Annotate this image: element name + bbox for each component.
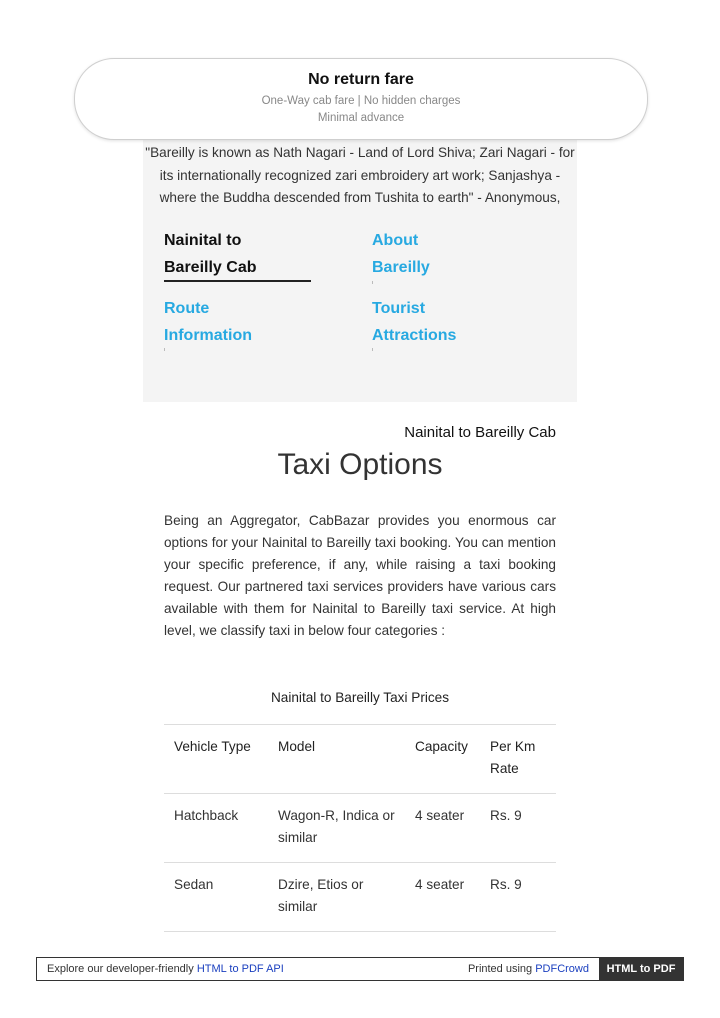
table-cell: Rs. 9 xyxy=(480,863,556,932)
column-header: Model xyxy=(268,725,405,794)
footer-printed-text: Printed using xyxy=(467,963,536,975)
nav-tab-label-line2: Bareilly Cab xyxy=(164,259,257,276)
pdfcrowd-link[interactable]: PDFCrowd xyxy=(535,963,589,975)
banner-title: No return fare xyxy=(308,71,414,88)
tab-tick-mark xyxy=(372,281,373,284)
column-header: Capacity xyxy=(405,725,480,794)
table-header-row xyxy=(164,725,556,794)
table-row xyxy=(164,794,556,863)
bareilly-quote: "Bareilly is known as Nath Nagari - Land of Lord Shiva; Zari Nagari - for its internationally recognized zari embroidery art work; Sanjashya - where the Buddha descended from Tushita to earth" - Anonymous, xyxy=(145,145,575,205)
table-cell: 4 seater xyxy=(405,794,480,863)
table-cell: Rs. 9 xyxy=(480,794,556,863)
section-breadcrumb: Nainital to Bareilly Cab xyxy=(404,424,556,441)
html-to-pdf-button[interactable]: HTML to PDF xyxy=(599,958,683,980)
active-tab-underline xyxy=(164,280,311,282)
column-header: Vehicle Type xyxy=(164,725,268,794)
table-cell: Hatchback xyxy=(164,794,268,863)
nav-tab-label-line2: Information xyxy=(164,327,252,344)
nav-tab-about-bareilly[interactable] xyxy=(372,227,430,281)
footer-explore xyxy=(47,963,284,975)
tab-tick-mark xyxy=(372,348,373,351)
nav-tab-label-line1: Nainital to xyxy=(164,232,242,249)
nav-tab-label-line1: About xyxy=(372,232,419,249)
banner-line-2: Minimal advance xyxy=(317,112,405,124)
no-return-fare-banner xyxy=(74,58,648,140)
tab-tick-mark xyxy=(164,348,165,351)
nav-tab-label-line1: Route xyxy=(164,300,210,317)
table-cell: 4 seater xyxy=(405,863,480,932)
page-heading: Taxi Options xyxy=(277,448,443,481)
taxi-prices-table xyxy=(164,724,556,932)
table-cell: Dzire, Etios or similar xyxy=(268,863,405,932)
nav-tab-nainital-to-bareilly-cab[interactable] xyxy=(164,227,256,281)
prices-table-caption: Nainital to Bareilly Taxi Prices xyxy=(270,690,450,705)
table-cell: Sedan xyxy=(164,863,268,932)
pdfcrowd-footer xyxy=(36,957,684,981)
column-header: Per Km Rate xyxy=(480,725,556,794)
nav-tab-label-line2: Attractions xyxy=(372,327,457,344)
taxi-options-paragraph: Being an Aggregator, CabBazar provides you enormous car options for your Nainital to Bareilly taxi booking. You can mention your specific preference, if any, while raising a taxi booking request. Our partnered taxi services providers have various cars available with them for Nainital to Bareilly taxi service. At high level, we classify taxi in below four categories : xyxy=(164,513,556,638)
banner-line-1: One-Way cab fare | No hidden charges xyxy=(261,95,461,107)
nav-tab-label-line2: Bareilly xyxy=(372,259,430,276)
table-row xyxy=(164,863,556,932)
nav-tab-label-line1: Tourist xyxy=(372,300,426,317)
footer-explore-text: Explore our developer-friendly xyxy=(47,963,197,975)
nav-tab-tourist-attractions[interactable] xyxy=(372,295,456,349)
table-cell: Wagon-R, Indica or similar xyxy=(268,794,405,863)
footer-printed xyxy=(468,963,589,975)
html-to-pdf-api-link[interactable]: HTML to PDF API xyxy=(196,963,284,975)
nav-tab-route-information[interactable] xyxy=(164,295,252,349)
